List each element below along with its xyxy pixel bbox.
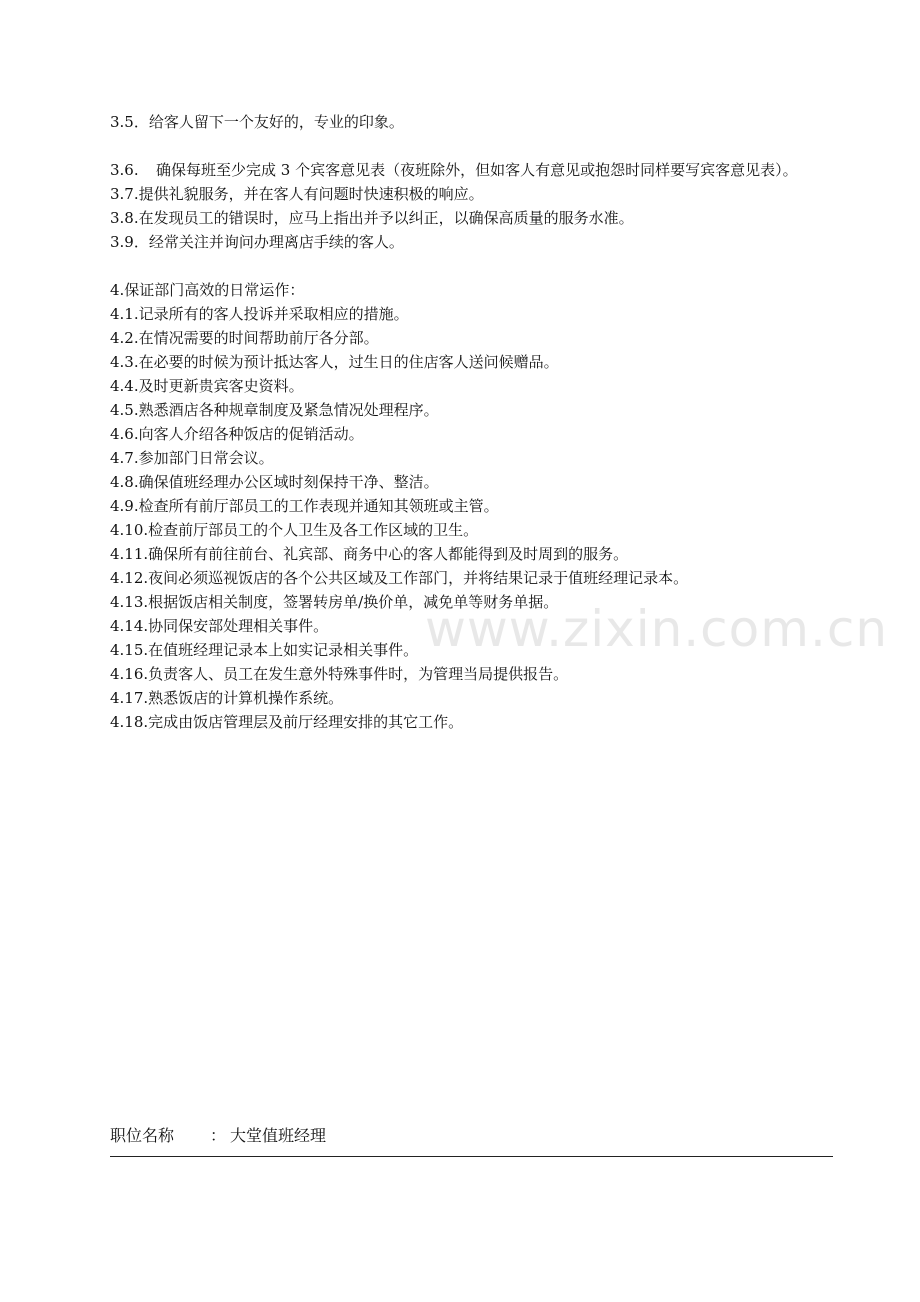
item-text: 确保值班经理办公区域时刻保持干净、整洁。 [138,473,439,491]
item-text: 记录所有的客人投诉并采取相应的措施。 [138,305,409,323]
section-4-heading: 4.保证部门高效的日常运作： [110,281,305,299]
section-heading [110,278,835,302]
section-4-list [110,302,835,734]
item-number: 4.18. [110,713,149,731]
list-item-3-5 [110,110,835,134]
item-text: 完成由饭店管理层及前厅经理安排的其它工作。 [148,713,464,731]
item-number: 4.7. [110,449,139,467]
item-text: 确保所有前往前台、礼宾部、商务中心的客人都能得到及时周到的服务。 [148,545,629,563]
item-text: 根据饭店相关制度，签署转房单/换价单，减免单等财务单据。 [148,593,559,611]
item-text: 及时更新贵宾客史资料。 [138,377,304,395]
item-number: 4.5. [110,401,139,419]
item-text: 在情况需要的时间帮助前厅各分部。 [138,329,379,347]
item-text: 熟悉酒店各种规章制度及紧急情况处理程序。 [138,401,439,419]
item-number: 4.10. [110,521,149,539]
item-number: 4.8. [110,473,139,491]
paragraph-gap [110,134,835,158]
list-item [110,710,835,734]
item-number: 4.11. [110,545,149,563]
item-text: 提供礼貌服务，并在客人有问题时快速积极的响应。 [138,185,484,203]
watermark-text: www.zixin.com.cn [425,600,889,658]
item-text: 给客人留下一个友好的，专业的印象。 [148,113,404,131]
item-text: 在值班经理记录本上如实记录相关事件。 [148,641,419,659]
item-text: 夜间必须巡视饭店的各个公共区域及工作部门，并将结果记录于值班经理记录本。 [148,569,689,587]
position-title-row [110,1124,833,1148]
item-number: 3.9． [110,233,149,251]
list-item [110,494,835,518]
item-text: 协同保安部处理相关事件。 [148,617,329,635]
position-label: 职位名称 [110,1126,175,1145]
item-number: 4.14. [110,617,149,635]
item-text: 参加部门日常会议。 [138,449,274,467]
item-text: 检查所有前厅部员工的工作表现并通知其领班或主管。 [138,497,499,515]
footer-divider [110,1156,833,1157]
list-item [110,590,835,614]
item-number: 4.3. [110,353,139,371]
document-body [110,110,835,734]
list-item [110,518,835,542]
list-item [110,542,835,566]
item-number: 4.2. [110,329,139,347]
list-item [110,350,835,374]
list-item [110,638,835,662]
item-text: 向客人介绍各种饭店的促销活动。 [138,425,364,443]
list-item-3-7 [110,182,835,206]
item-number: 3.5． [110,113,149,131]
list-item [110,302,835,326]
item-number: 4.9. [110,497,139,515]
list-item [110,566,835,590]
list-item [110,662,835,686]
list-item [110,398,835,422]
item-number: 4.15. [110,641,149,659]
item-number: 4.4. [110,377,139,395]
item-number: 4.13. [110,593,149,611]
list-item [110,470,835,494]
item-text: 负责客人、员工在发生意外特殊事件时，为管理当局提供报告。 [148,665,569,683]
paragraph-gap [110,254,835,278]
list-item [110,422,835,446]
item-number: 4.17. [110,689,149,707]
list-item-3-6 [110,158,835,182]
item-number: 4.16. [110,665,149,683]
list-item [110,686,835,710]
list-item [110,614,835,638]
list-item-3-8 [110,206,835,230]
item-text: 确保每班至少完成 3 个宾客意见表（夜班除外，但如客人有意见或抱怨时同样要写宾客意见表）。 [156,161,798,179]
list-item [110,374,835,398]
item-number: 3.7. [110,185,139,203]
list-item [110,446,835,470]
item-text: 熟悉饭店的计算机操作系统。 [148,689,344,707]
item-text: 在必要的时候为预计抵达客人，过生日的住店客人送问候赠品。 [138,353,559,371]
item-number: 4.12. [110,569,149,587]
item-number: 3.8. [110,209,139,227]
item-number: 4.1. [110,305,139,323]
position-colon: ： [210,1126,227,1145]
item-number: 3.6. [110,161,139,179]
item-text: 在发现员工的错误时，应马上指出并予以纠正，以确保高质量的服务水准。 [138,209,634,227]
item-number: 4.6. [110,425,139,443]
item-text: 经常关注并询问办理离店手续的客人。 [148,233,404,251]
item-text: 检查前厅部员工的个人卫生及各工作区域的卫生。 [148,521,479,539]
position-value: 大堂值班经理 [230,1126,327,1145]
list-item-3-9 [110,230,835,254]
list-item [110,326,835,350]
